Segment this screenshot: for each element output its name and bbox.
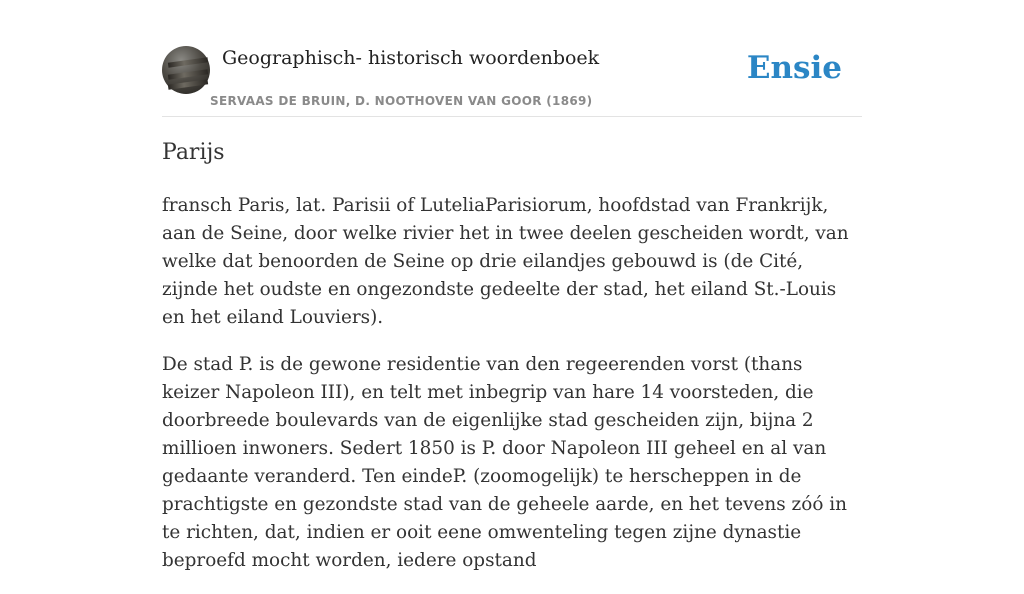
- book-author: SERVAAS DE BRUIN, D. NOOTHOVEN VAN GOOR (1869): [210, 94, 593, 108]
- book-spine-graphic: [168, 79, 208, 90]
- book-title-link[interactable]: Geographisch- historisch woordenboek: [222, 47, 600, 69]
- book-spine-graphic: [168, 69, 208, 80]
- book-cover-thumbnail[interactable]: [162, 46, 210, 94]
- book-header: [162, 46, 862, 117]
- entry-title: Parijs: [162, 140, 225, 165]
- ensie-logo[interactable]: Ensie: [746, 50, 842, 86]
- entry-paragraph: De stad P. is de gewone residentie van den regeerenden vorst (thans keizer Napoleon III), en telt met inbegrip van hare 14 voorsteden, die doorbreede boulevards van de eigenlijke stad gescheiden zijn, bijna 2 millioen inwoners. Sedert 1850 is P. door Napoleon III geheel en al van gedaante veranderd. Ten eindeP. (zoomogelijk) te herscheppen in de prachtigste en gezondste stad van de geheele aarde, en het tevens zóó in te richten, dat, indien er ooit eene omwenteling tegen zijne dynastie beproefd mocht worden, iedere opstand: [162, 354, 847, 571]
- entry-body: [162, 192, 862, 594]
- book-spine-graphic: [168, 57, 208, 68]
- entry-paragraph: fransch Paris, lat. Parisii of LuteliaParisiorum, hoofdstad van Frankrijk, aan de Seine, door welke rivier het in twee deelen gescheiden wordt, van welke dat benoorden de Seine op drie eilandjes gebouwd is (de Cité, zijnde het oudste en ongezondste gedeelte der stad, het eiland St.-Louis en het eiland Louviers).: [162, 195, 849, 328]
